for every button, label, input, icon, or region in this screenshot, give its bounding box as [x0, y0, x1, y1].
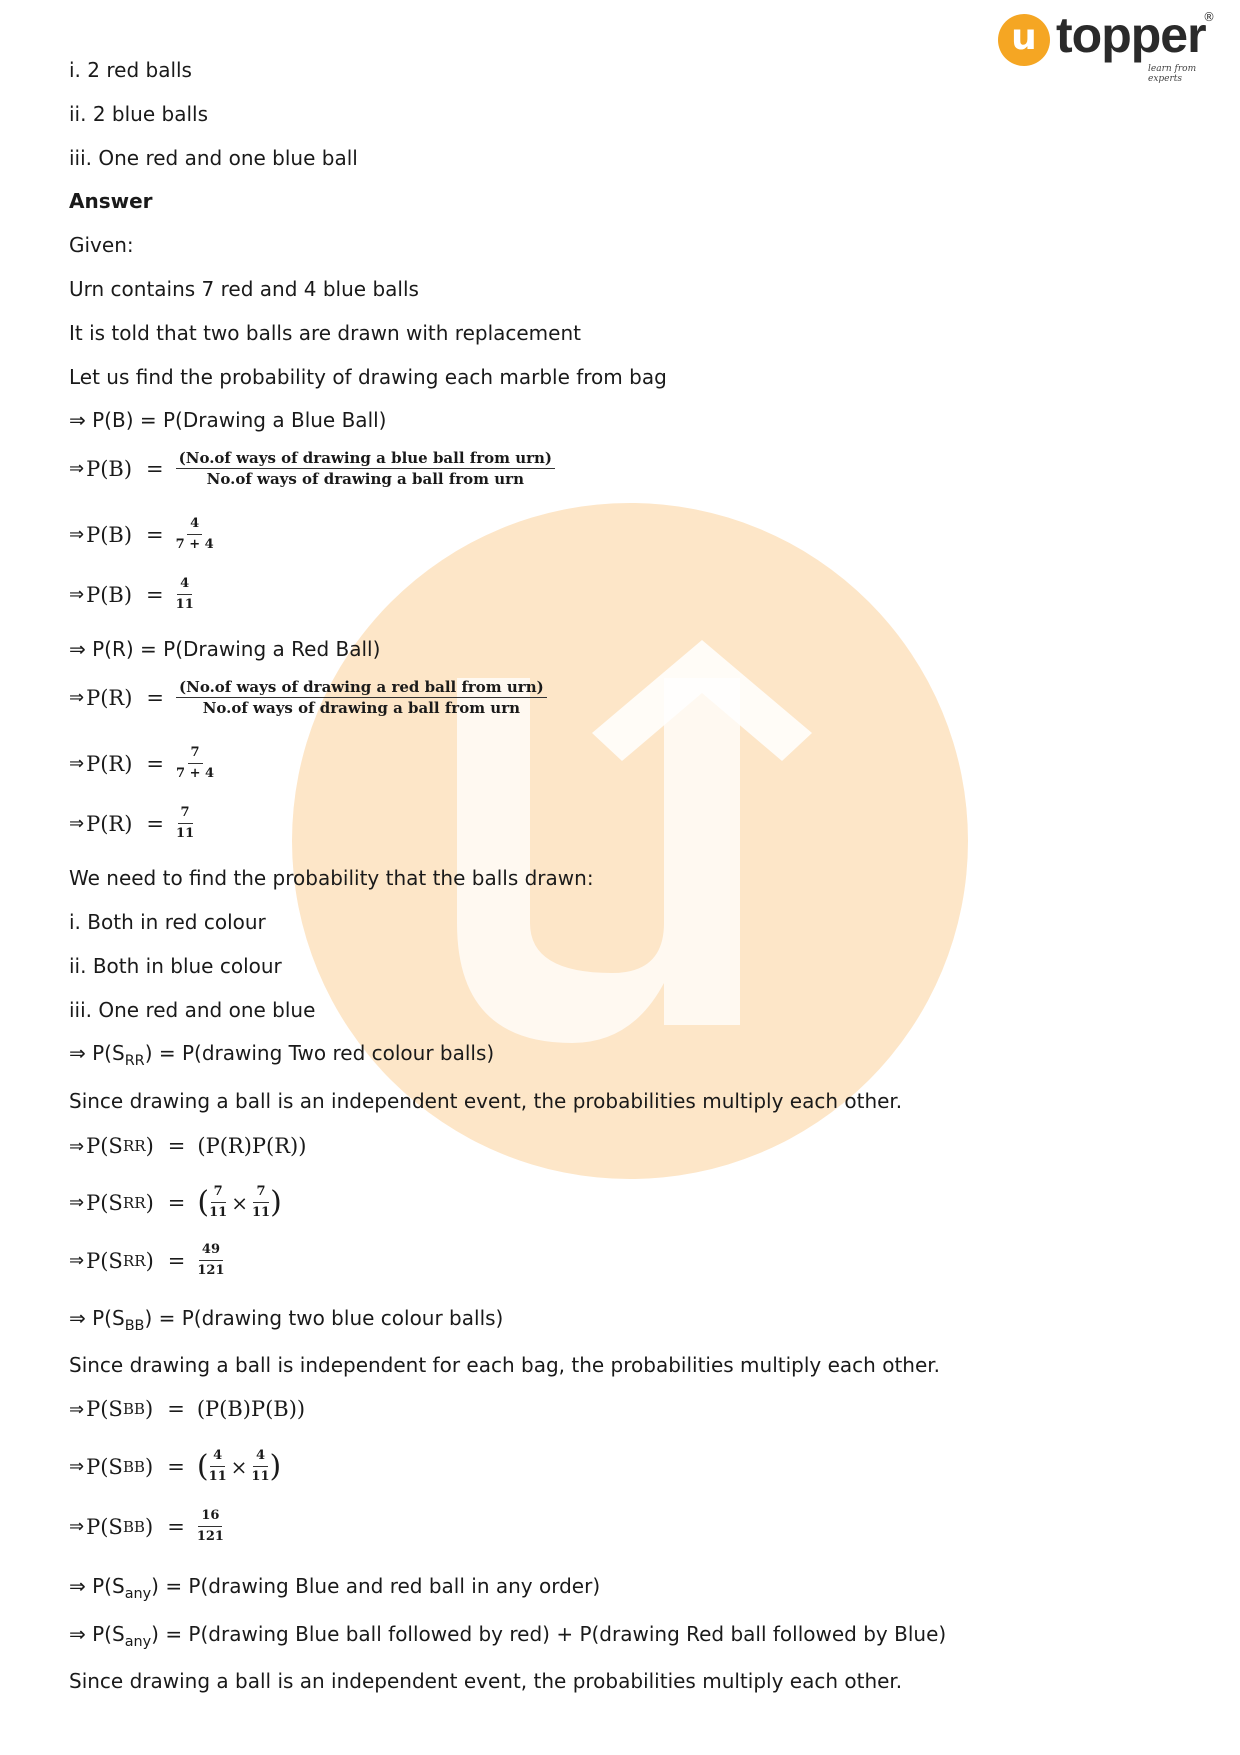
fraction: $\frac{7}{7 + 4}$ — [176, 745, 215, 781]
pb-result: ⇒ P(B) = $\frac{4}{11}$ — [69, 576, 194, 612]
fraction: $\frac{49}{121}$ — [197, 1242, 225, 1278]
srr-product: ⇒ P(S RR ) = (P(R)P(R)) — [69, 1134, 307, 1158]
fraction: $\frac{16}{121}$ — [196, 1508, 224, 1544]
pb-substitution: ⇒ P(B) = $\frac{4}{7 + 4}$ — [69, 516, 214, 552]
independence-note-2: Since drawing a ball is independent for each bag, the probabilities multiply each other. — [69, 1353, 941, 1377]
pb-formula: ⇒ P(B) = $\frac{\text{(No.of ways of drawing a blue ball from urn)}}{\text{No.of ways of drawing a ball from urn}}$ — [69, 450, 555, 487]
logo-circle-icon: u — [998, 14, 1050, 66]
logo-wordmark: topper — [1056, 7, 1206, 63]
find-intro: Let us find the probability of drawing each marble from bag — [69, 365, 667, 389]
registered-mark: ® — [1203, 10, 1215, 24]
question-option-3: iii. One red and one blue ball — [69, 146, 358, 170]
need-item-2: ii. Both in blue colour — [69, 954, 282, 978]
fraction: $\frac{\text{(No.of ways of drawing a blue ball from urn)}}{\text{No.of ways of drawing a ball from urn}}$ — [176, 450, 555, 487]
answer-heading: Answer — [69, 189, 153, 213]
fraction: $\frac{\text{(No.of ways of drawing a red ball from urn)}}{\text{No.of ways of drawing a ball from urn}}$ — [176, 679, 547, 716]
topper-logo — [998, 7, 1218, 84]
given-urn: Urn contains 7 red and 4 blue balls — [69, 277, 419, 301]
fraction: $\frac{7}{11}$ — [251, 1184, 271, 1220]
fraction: $\frac{4}{11}$ — [208, 1448, 227, 1484]
given-replacement: It is told that two balls are drawn with replacement — [69, 321, 581, 345]
pr-substitution: ⇒ P(R) = $\frac{7}{7 + 4}$ — [69, 745, 215, 781]
question-option-1: i. 2 red balls — [69, 58, 192, 82]
fraction: $\frac{7}{11}$ — [176, 805, 195, 841]
need-item-1: i. Both in red colour — [69, 910, 266, 934]
sbb-definition: ⇒ $P(S_{BB})$ = P(drawing two blue colour balls) — [69, 1306, 504, 1334]
srr-definition: ⇒ $P(S_{RR})$ = P(drawing Two red colour balls) — [69, 1041, 495, 1069]
given-label: Given: — [69, 233, 134, 257]
sany-expansion: ⇒ $P(S_{any})$ = P(drawing Blue ball followed by red) + P(drawing Red ball followed by Blue) — [69, 1622, 947, 1650]
need-intro: We need to find the probability that the balls drawn: — [69, 866, 594, 890]
sbb-product: ⇒ P(S BB ) = (P(B)P(B)) — [69, 1397, 306, 1421]
independence-note-1: Since drawing a ball is an independent event, the probabilities multiply each other. — [69, 1089, 903, 1113]
pr-formula: ⇒ P(R) = $\frac{\text{(No.of ways of drawing a red ball from urn)}}{\text{No.of ways of drawing a ball from urn}}$ — [69, 679, 547, 716]
need-item-3: iii. One red and one blue — [69, 998, 316, 1022]
fraction: $\frac{4}{11}$ — [251, 1448, 270, 1484]
pr-definition: ⇒ P(R) = P(Drawing a Red Ball) — [69, 637, 381, 661]
srr-result: ⇒ P(S RR ) = $\frac{49}{121}$ — [69, 1242, 225, 1278]
fraction: $\frac{4}{11}$ — [175, 576, 194, 612]
independence-note-3: Since drawing a ball is an independent event, the probabilities multiply each other. — [69, 1669, 903, 1693]
pr-result: ⇒ P(R) = $\frac{7}{11}$ — [69, 805, 195, 841]
sany-definition: ⇒ $P(S_{any})$ = P(drawing Blue and red ball in any order) — [69, 1574, 601, 1602]
fraction: $\frac{7}{11}$ — [209, 1184, 228, 1220]
sbb-substitution: ⇒ P(S BB ) = ( $\frac{4}{11}$ × $\frac{4}{11}$ ) — [69, 1448, 282, 1484]
logo-tagline: learn from experts — [1148, 64, 1197, 84]
watermark-logo — [292, 503, 968, 1179]
fraction: $\frac{4}{7 + 4}$ — [175, 516, 214, 552]
srr-substitution: ⇒ P(S RR ) = ( $\frac{7}{11}$ × $\frac{7}{11}$ ) — [69, 1184, 282, 1220]
pb-definition: ⇒ P(B) = P(Drawing a Blue Ball) — [69, 408, 387, 432]
question-option-2: ii. 2 blue balls — [69, 102, 208, 126]
sbb-result: ⇒ P(S BB ) = $\frac{16}{121}$ — [69, 1508, 224, 1544]
